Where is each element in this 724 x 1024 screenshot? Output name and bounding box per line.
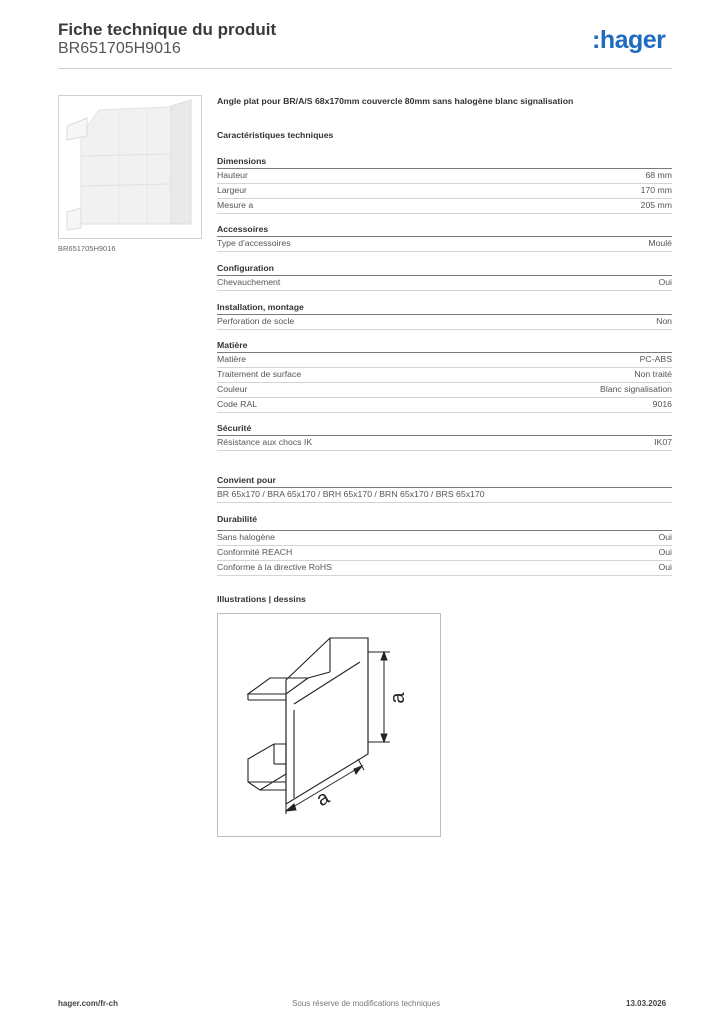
spec-label: Conformité REACH: [217, 547, 293, 557]
spec-label: Mesure a: [217, 200, 254, 210]
spec-row: [217, 531, 672, 546]
spec-label: Conforme à la directive RoHS: [217, 562, 332, 572]
spec-row: [217, 368, 672, 383]
header-divider: [58, 68, 672, 69]
section-securite-title: Sécurité: [217, 423, 252, 433]
section-dimensions-title: Dimensions: [217, 156, 267, 166]
spec-row: [217, 488, 672, 503]
spec-label: Résistance aux chocs IK: [217, 437, 313, 447]
spec-row: [217, 398, 672, 413]
footer-date: 13.03.2026: [626, 999, 667, 1008]
spec-label: Hauteur: [217, 170, 248, 180]
spec-row: [217, 561, 672, 576]
spec-row: [217, 199, 672, 214]
spec-label: Traitement de surface: [217, 369, 302, 379]
spec-label: Couleur: [217, 384, 248, 394]
spec-label: Largeur: [217, 185, 247, 195]
illustrations-title: Illustrations | dessins: [217, 594, 306, 604]
spec-value: Non: [656, 316, 672, 326]
spec-label: Sans halogène: [217, 532, 275, 542]
spec-row: [217, 184, 672, 199]
spec-value: Oui: [658, 532, 672, 542]
spec-value: 68 mm: [645, 170, 672, 180]
spec-label: Matière: [217, 354, 246, 364]
spec-row: [217, 169, 672, 184]
product-code: BR651705H9016: [58, 40, 181, 57]
spec-value: Blanc signalisation: [600, 384, 672, 394]
section-durabilite-title: Durabilité: [217, 514, 258, 524]
section-convient-title: Convient pour: [217, 475, 276, 485]
technical-drawing-svg: [218, 614, 440, 836]
spec-row: [217, 237, 672, 252]
spec-row: [217, 315, 672, 330]
page-title: Fiche technique du produit: [58, 20, 277, 39]
footer-website-link[interactable]: hager.com/fr-ch: [58, 999, 119, 1008]
spec-value: Oui: [658, 277, 672, 287]
characteristics-title: Caractéristiques techniques: [217, 130, 334, 140]
product-title: Angle plat pour BR/A/S 68x170mm couvercle 80mm sans halogène blanc signalisation: [217, 96, 574, 106]
photo-caption: BR651705H9016: [58, 244, 116, 253]
spec-row: [217, 353, 672, 368]
section-configuration-title: Configuration: [217, 263, 274, 273]
spec-value: 9016: [652, 399, 672, 409]
spec-value: 170 mm: [640, 185, 672, 195]
spec-label: BR 65x170 / BRA 65x170 / BRH 65x170 / BRN 65x170 / BRS 65x170: [217, 489, 485, 499]
spec-value: PC-ABS: [639, 354, 672, 364]
product-photo: [58, 95, 202, 239]
spec-label: Chevauchement: [217, 277, 281, 287]
spec-value: 205 mm: [640, 200, 672, 210]
product-photo-render: [59, 96, 201, 238]
footer-note: Sous réserve de modifications techniques: [292, 999, 441, 1008]
section-accessoires-title: Accessoires: [217, 224, 269, 234]
dimension-label-vertical: a: [387, 692, 409, 704]
technical-drawing: [217, 613, 441, 837]
section-matiere-title: Matière: [217, 340, 248, 350]
spec-label: Perforation de socle: [217, 316, 295, 326]
dimension-label-horizontal: a: [312, 786, 334, 812]
hager-logo[interactable]: :hager: [592, 26, 666, 54]
spec-row: [217, 546, 672, 561]
spec-row: [217, 383, 672, 398]
section-installation-title: Installation, montage: [217, 302, 304, 312]
spec-value: Oui: [658, 562, 672, 572]
spec-label: Type d'accessoires: [217, 238, 291, 248]
spec-row: [217, 276, 672, 291]
spec-row: [217, 436, 672, 451]
spec-value: Moulé: [648, 238, 672, 248]
spec-value: IK07: [654, 437, 672, 447]
spec-label: Code RAL: [217, 399, 258, 409]
spec-value: Oui: [658, 547, 672, 557]
spec-value: Non traité: [634, 369, 672, 379]
